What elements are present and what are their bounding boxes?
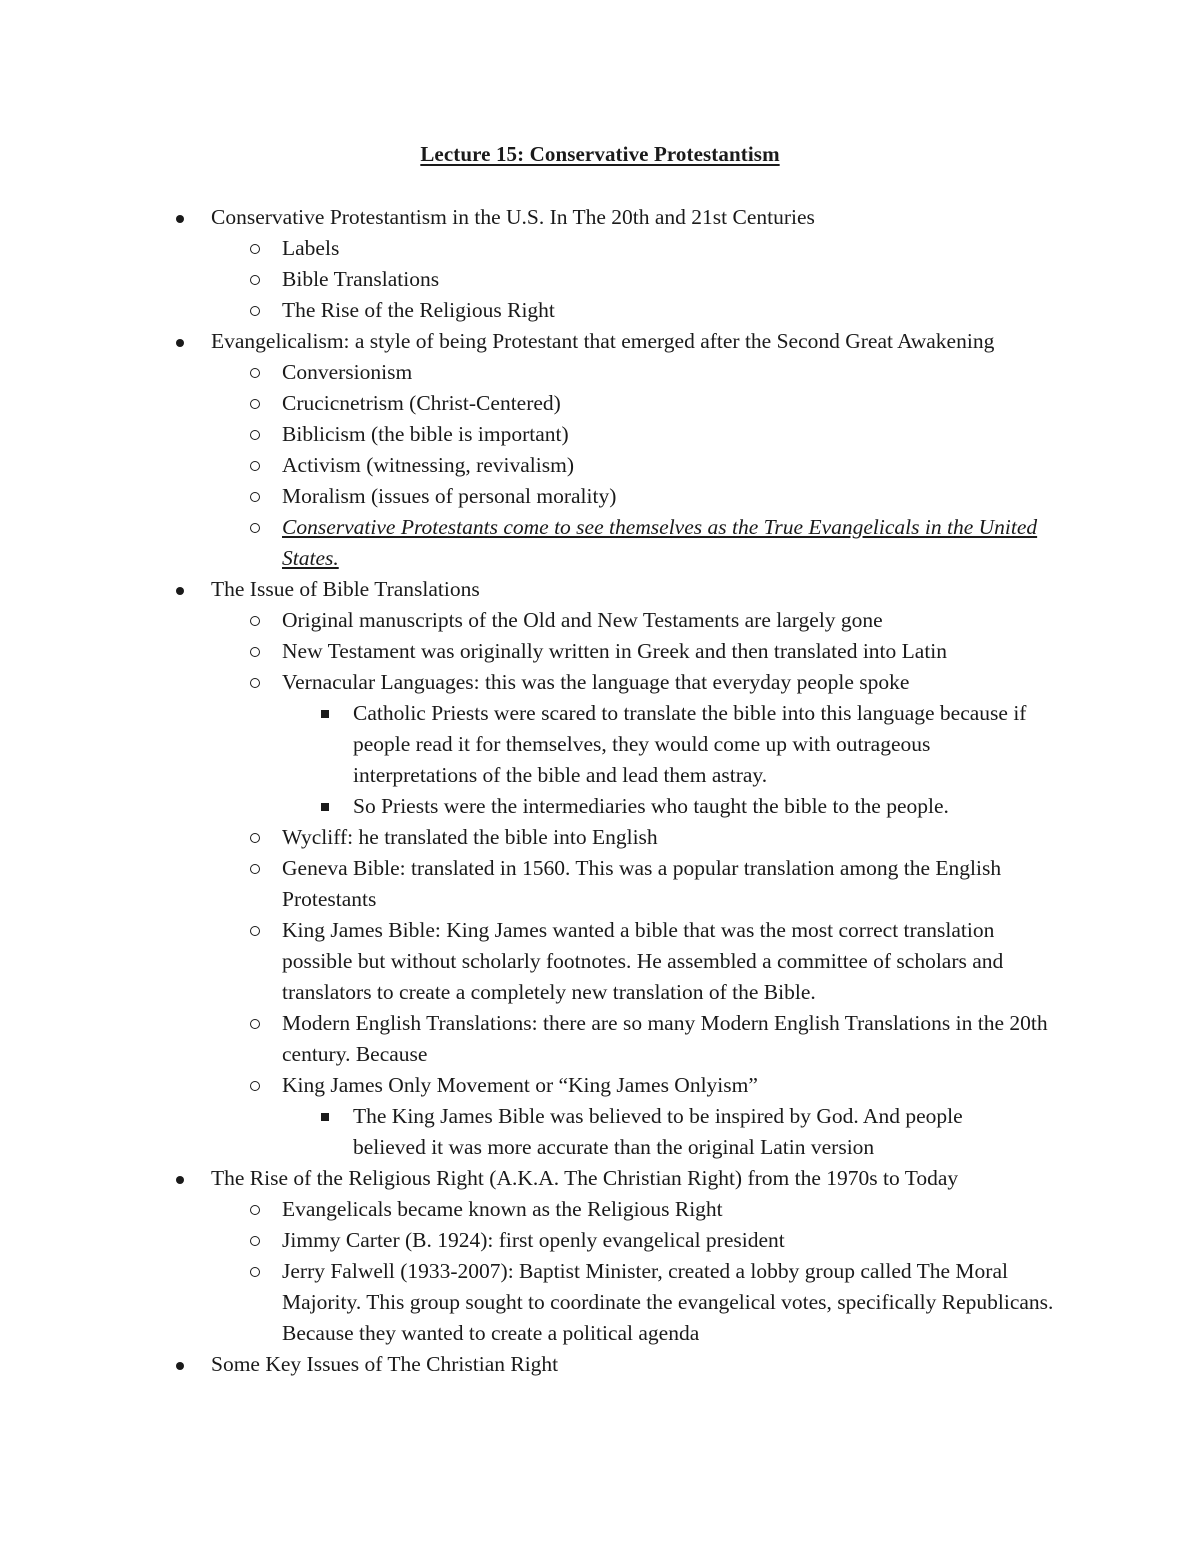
list-item-text: The Rise of the Religious Right (A.K.A. The Christian Right) from the 1970s to Today [211,1166,959,1190]
list-item [0,1225,1062,1256]
list-item [0,853,1062,915]
list-item [0,915,1062,1008]
list-item-text: King James Only Movement or “King James Onlyism” [282,1073,758,1097]
list-item-text: So Priests were the intermediaries who taught the bible to the people. [353,794,949,818]
outline-list [0,202,1200,1380]
list-item-text: Jerry Falwell (1933-2007): Baptist Minister, created a lobby group called The Moral Majority. This group sought to coordinate the evangelical votes, specifically Republicans. Because they wanted to create a political agenda [282,1259,1054,1345]
list-item-text: Some Key Issues of The Christian Right [211,1352,559,1376]
bullet-ring-icon [250,1008,260,1040]
list-item [0,388,1062,419]
list-item-text: Labels [282,236,340,260]
list-item [0,605,1062,636]
bullet-ring-icon [250,915,260,947]
bullet-square-icon [321,1101,329,1133]
list-item [0,512,1062,574]
bullet-ring-icon [250,388,260,420]
list-item [0,1256,1062,1349]
list-item-text: Evangelicalism: a style of being Protestant that emerged after the Second Great Awakening [211,329,995,353]
bullet-ring-icon [250,450,260,482]
bullet-ring-icon [250,853,260,885]
list-item-text: Evangelicals became known as the Religious Right [282,1197,723,1221]
list-item-text: Bible Translations [282,267,440,291]
list-item-text: Modern English Translations: there are so many Modern English Translations in the 20th century. Because [282,1011,1048,1066]
list-item-text: Biblicism (the bible is important) [282,422,569,446]
list-item-text: The Issue of Bible Translations [211,577,480,601]
bullet-ring-icon [250,1194,260,1226]
list-item [0,1349,1011,1380]
bullet-ring-icon [250,1225,260,1257]
bullet-ring-icon [250,357,260,389]
list-item [0,481,1062,512]
page-title: Lecture 15: Conservative Protestantism [420,142,780,166]
list-item-text: Catholic Priests were scared to translate the bible into this language because if people read it for themselves, they would come up with outrageous interpretations of the bible and lead them astray. [353,701,1027,787]
list-item-text: New Testament was originally written in Greek and then translated into Latin [282,639,948,663]
list-item [0,1101,1033,1163]
bullet-ring-icon [250,419,260,451]
list-item-text: Wycliff: he translated the bible into English [282,825,658,849]
list-item-text: Conservative Protestantism in the U.S. In The 20th and 21st Centuries [211,205,815,229]
bullet-dot-icon [176,1349,184,1380]
list-item [0,1008,1062,1070]
list-item [0,202,1011,233]
list-item [0,233,1062,264]
bullet-ring-icon [250,512,260,544]
bullet-ring-icon [250,1070,260,1102]
list-item [0,1194,1062,1225]
list-item [0,295,1062,326]
bullet-ring-icon [250,822,260,854]
bullet-ring-icon [250,481,260,513]
list-item-text: Original manuscripts of the Old and New Testaments are largely gone [282,608,883,632]
bullet-dot-icon [176,1163,184,1194]
bullet-ring-icon [250,636,260,668]
bullet-ring-icon [250,233,260,265]
bullet-dot-icon [176,574,184,605]
list-item [0,791,1033,822]
bullet-dot-icon [176,202,184,233]
list-item-text: Moralism (issues of personal morality) [282,484,617,508]
list-item [0,326,1011,357]
list-item-text: The Rise of the Religious Right [282,298,555,322]
bullet-ring-icon [250,605,260,637]
list-item [0,419,1062,450]
list-item [0,450,1062,481]
list-item-text: Crucicnetrism (Christ-Centered) [282,391,561,415]
bullet-dot-icon [176,326,184,357]
list-item-text: Jimmy Carter (B. 1924): first openly evangelical president [282,1228,785,1252]
list-item [0,667,1062,698]
bullet-ring-icon [250,667,260,699]
emphasis-text: Conservative Protestants come to see themselves as the True Evangelicals in the United States. [282,515,1038,570]
list-item [0,698,1033,791]
list-item [0,636,1062,667]
list-item [0,822,1062,853]
bullet-ring-icon [250,1256,260,1288]
bullet-ring-icon [250,295,260,327]
bullet-ring-icon [250,264,260,296]
bullet-square-icon [321,791,329,823]
list-item [0,1070,1062,1101]
list-item [0,357,1062,388]
list-item-text: Conversionism [282,360,413,384]
document-body [0,202,1200,1380]
list-item [0,1163,1011,1194]
bullet-square-icon [321,698,329,730]
list-item [0,264,1062,295]
list-item-text: King James Bible: King James wanted a bible that was the most correct translation possible but without scholarly footnotes. He assembled a committee of scholars and translators to create a completely new translation of the Bible. [282,918,1004,1004]
list-item [0,574,1011,605]
list-item-text: Activism (witnessing, revivalism) [282,453,575,477]
list-item-text: Geneva Bible: translated in 1560. This was a popular translation among the English Protestants [282,856,1002,911]
list-item-text: Vernacular Languages: this was the language that everyday people spoke [282,670,910,694]
list-item-text: The King James Bible was believed to be inspired by God. And people believed it was more accurate than the original Latin version [353,1104,963,1159]
